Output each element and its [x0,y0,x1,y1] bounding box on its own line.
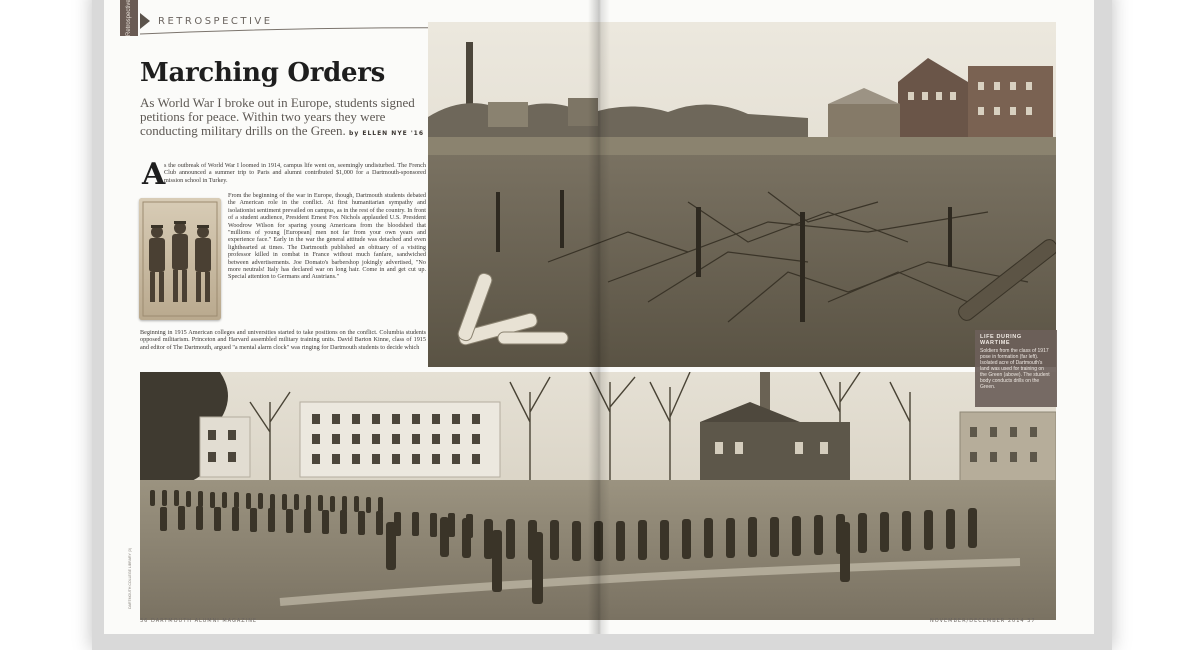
page-gutter [588,0,610,634]
byline: by ELLEN NYE '16 [349,130,425,137]
soldiers-portrait-photo [139,198,221,320]
photo-credit: DARTMOUTH COLLEGE LIBRARY (3) [128,548,132,609]
footer-left-folio: 36 DARTMOUTH ALUMNI MAGAZINE [140,618,258,624]
body-paragraph-column: From the beginning of the war in Europe, though, Dartmouth students debated the American role in the conflict. At first humanitarian sympathy and isolationist sentiment prevailed on campus, as in the rest of the country. In front of a student audience, President Ernest Fox Nichols applauded U.S. President Woodrow Wilson for sparing young Americans from the bloodshed that "millions of young [European] men not far from your own years and experience face." Early in the war the general attitude was detached and even lighthearted at times. The Dartmouth published an obituary of a visiting professor killed in combat in France without much fanfare, sandwiched between advertisements. Joe Domato's barbershop jokingly advertised, "No more neutrals! Italy has declared war on long hair. Come in and get cut up. Special attention to Germans and Austrians." [228,192,426,281]
cleared-field-photo [428,22,1056,367]
footer-right-folio: NOVEMBER/DECEMBER 2014 37 [930,618,1036,624]
caption-title: LIFE DURING WARTIME [980,334,1022,346]
section-tab: Retrospective [120,0,138,36]
photo-caption [975,330,1057,407]
body-paragraph-bottom: Beginning in 1915 American colleges and universities started to take positions on the conflict. Columbia students opposed militarism. Princeton and Harvard assembled military training units. David Barton Kinne, class of 1915 and editor of The Dartmouth, argued "a mental alarm clock" was ringing for Dartmouth students to decide which [140,329,426,351]
article-dek [140,96,430,141]
dek-text: As World War I broke out in Europe, students signed petitions for peace. Within two years they were conducting military drills on the Green. [140,95,415,138]
kicker-label: RETROSPECTIVE [158,15,273,27]
caption-body: Soldiers from the class of 1917 pose in formation (far left). Isolated acre of Dartmouth's land was used for training on the Green (above). The student body conducts drills on the Green. [980,348,1050,390]
drop-cap: A [142,157,166,192]
body-paragraph-intro: s the outbreak of World War I loomed in 1914, campus life went on, seemingly undisturbed. The French Club announced a summer trip to Paris and alumni contributed $1,000 for a Dartmouth-sponsored mission school in Turkey. [164,162,426,184]
article-headline: Marching Orders [140,58,385,88]
